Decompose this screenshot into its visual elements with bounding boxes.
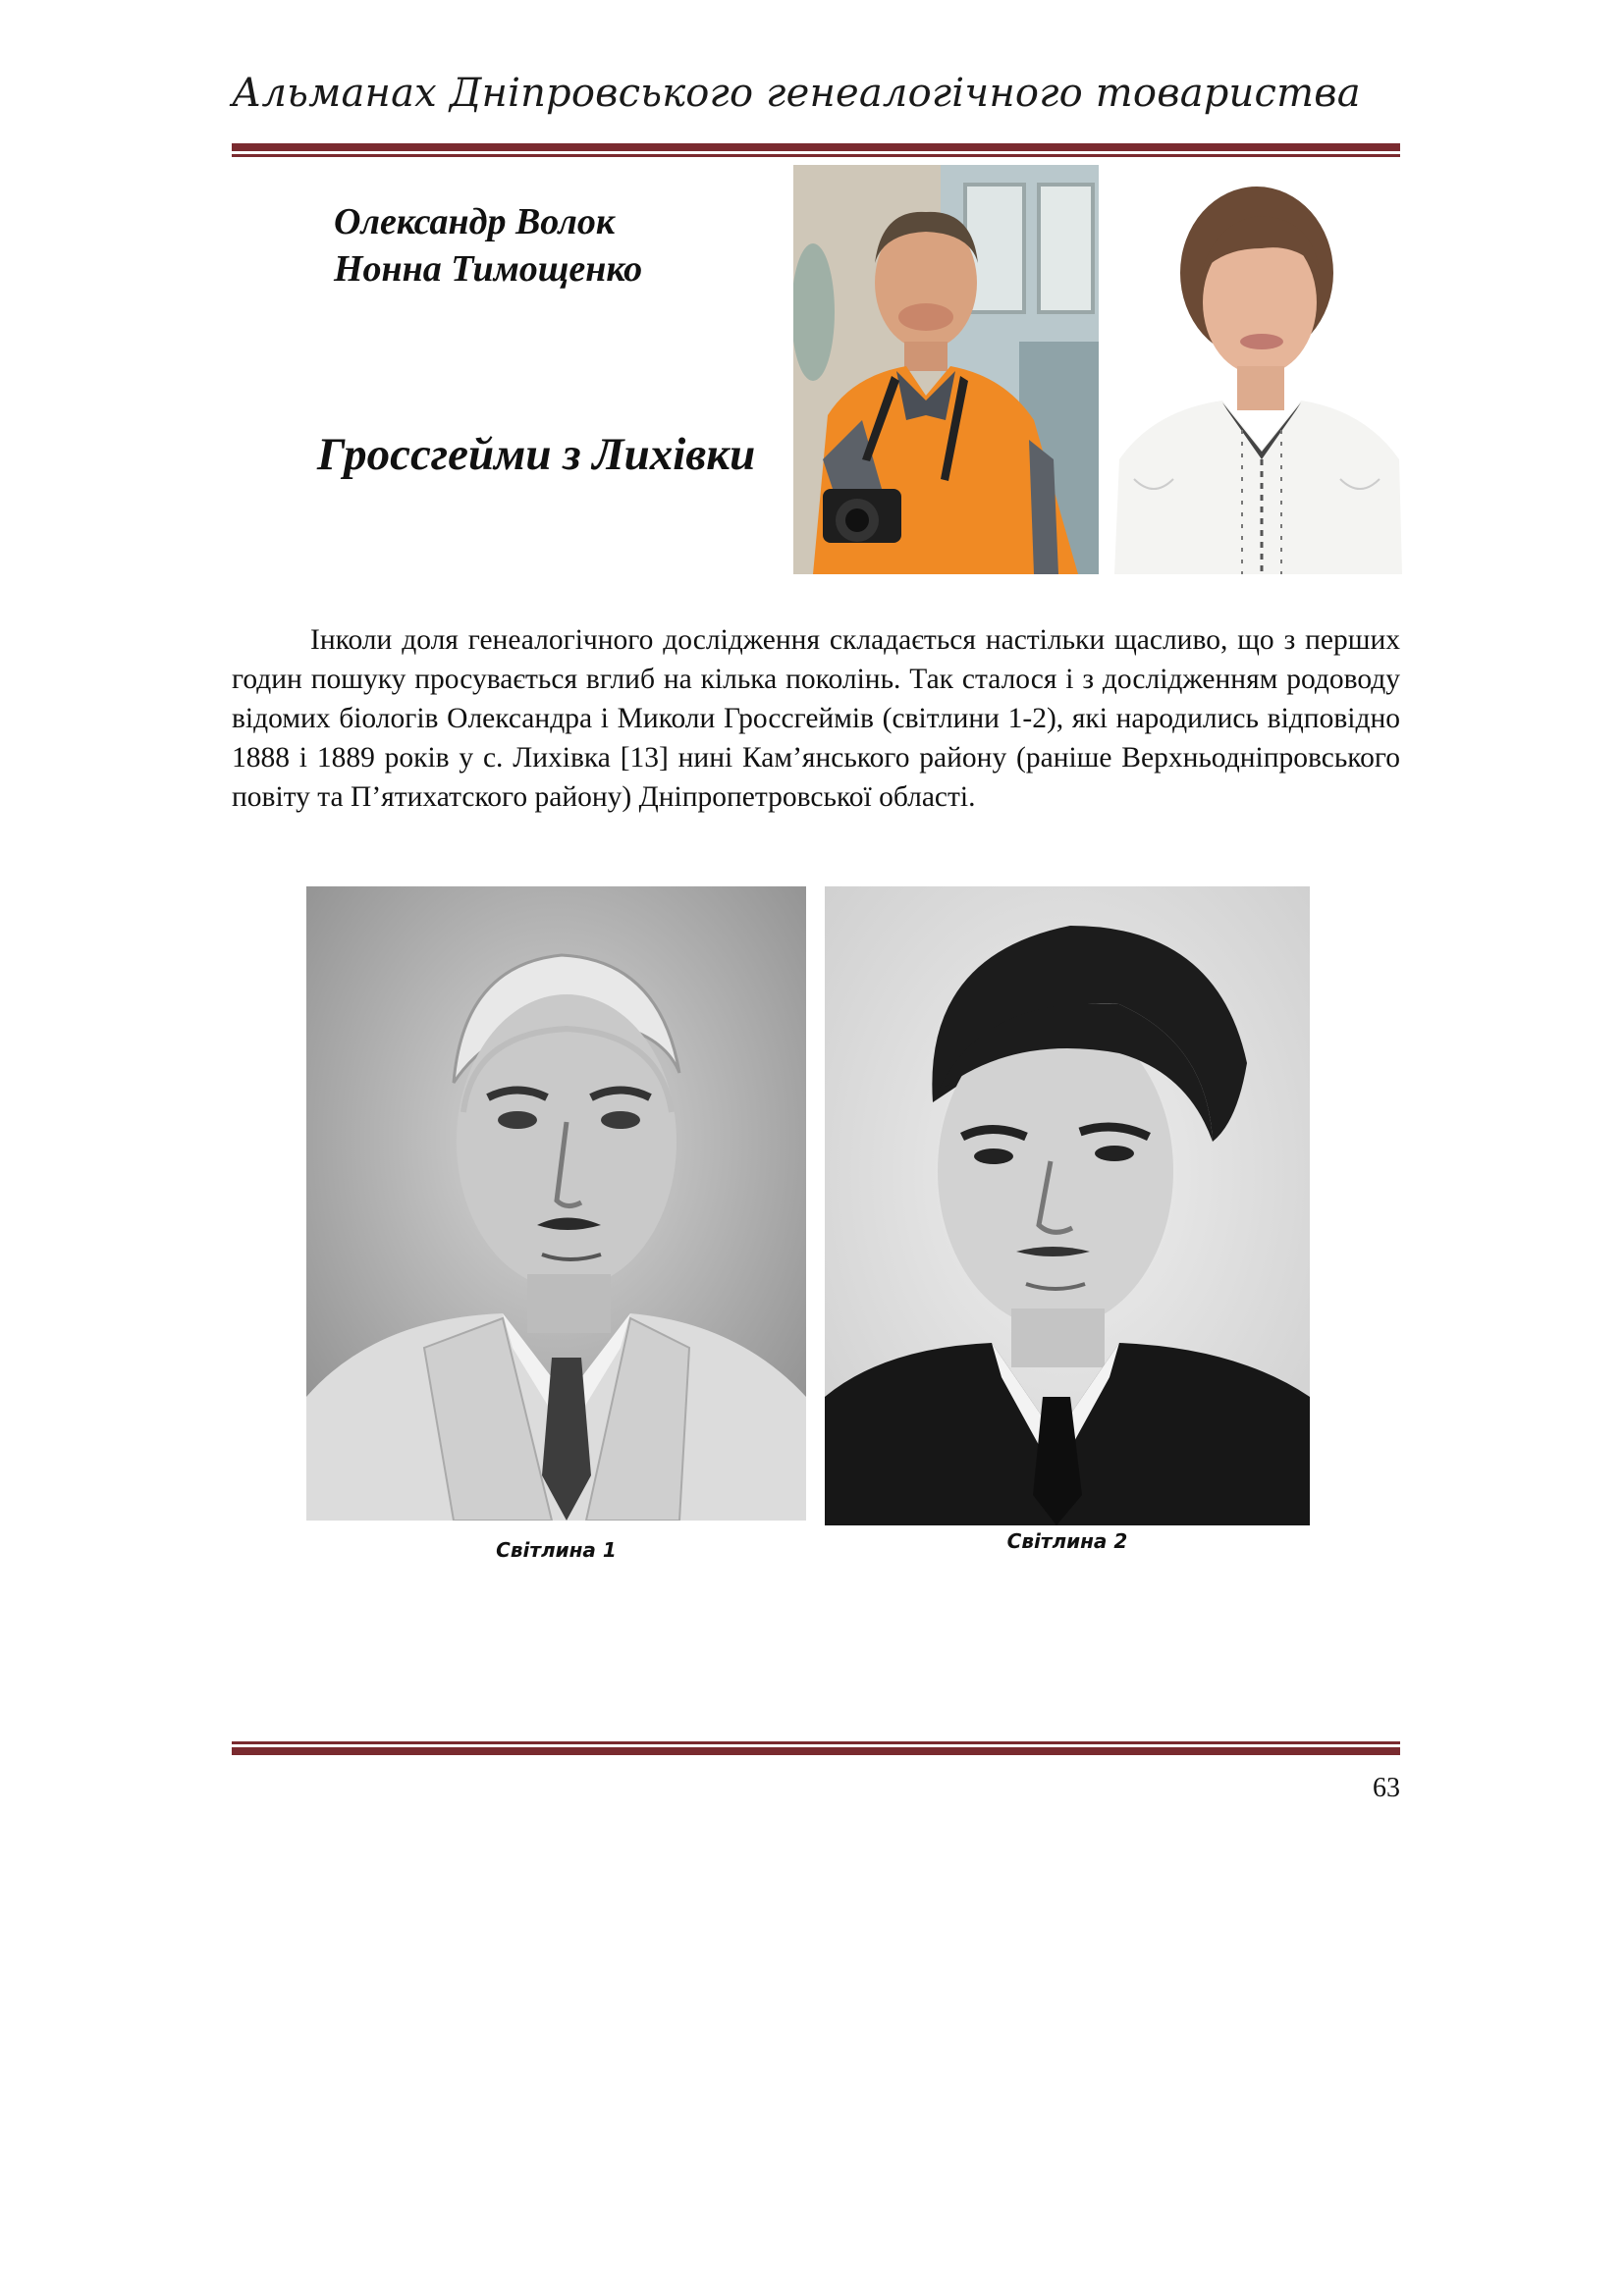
running-title: Альманах Дніпровського генеалогічного товариства: [232, 71, 1361, 116]
author-name-1: Олександр Волок: [334, 201, 616, 242]
header-rule-thick: [232, 143, 1400, 151]
author-photo-2: [1114, 165, 1402, 574]
page-number: 63: [1373, 1773, 1400, 1803]
portrait-photo-1: [306, 886, 806, 1521]
footer-rule-thick: [232, 1747, 1400, 1755]
portrait-photo-2: [825, 886, 1310, 1525]
header-rule-thin: [232, 154, 1400, 157]
body-paragraph: Інколи доля генеалогічного дослідження складається настільки щасливо, що з перших годин пошуку просувається вглиб на кілька поколінь. Так сталося і з дослідженням родоводу відомих біологів Олександра і Миколи Гроссгеймів (світлини 1-2), які народились відповідно 1888 і 1889 років у с. Лихівка [13] нині Кам’янського району (раніше Верхньодніпровського повіту та П’ятихатского району) Дніпропетровської області.: [232, 624, 1400, 813]
author-name-2: Нонна Тимощенко: [334, 248, 643, 290]
author-photo-1: [793, 165, 1099, 574]
footer-rule-thin: [232, 1741, 1400, 1744]
figure-caption-2: Світлина 2: [1006, 1529, 1128, 1553]
figure-caption-1: Світлина 1: [496, 1538, 617, 1562]
article-title: Гроссгейми з Лихівки: [317, 429, 756, 480]
